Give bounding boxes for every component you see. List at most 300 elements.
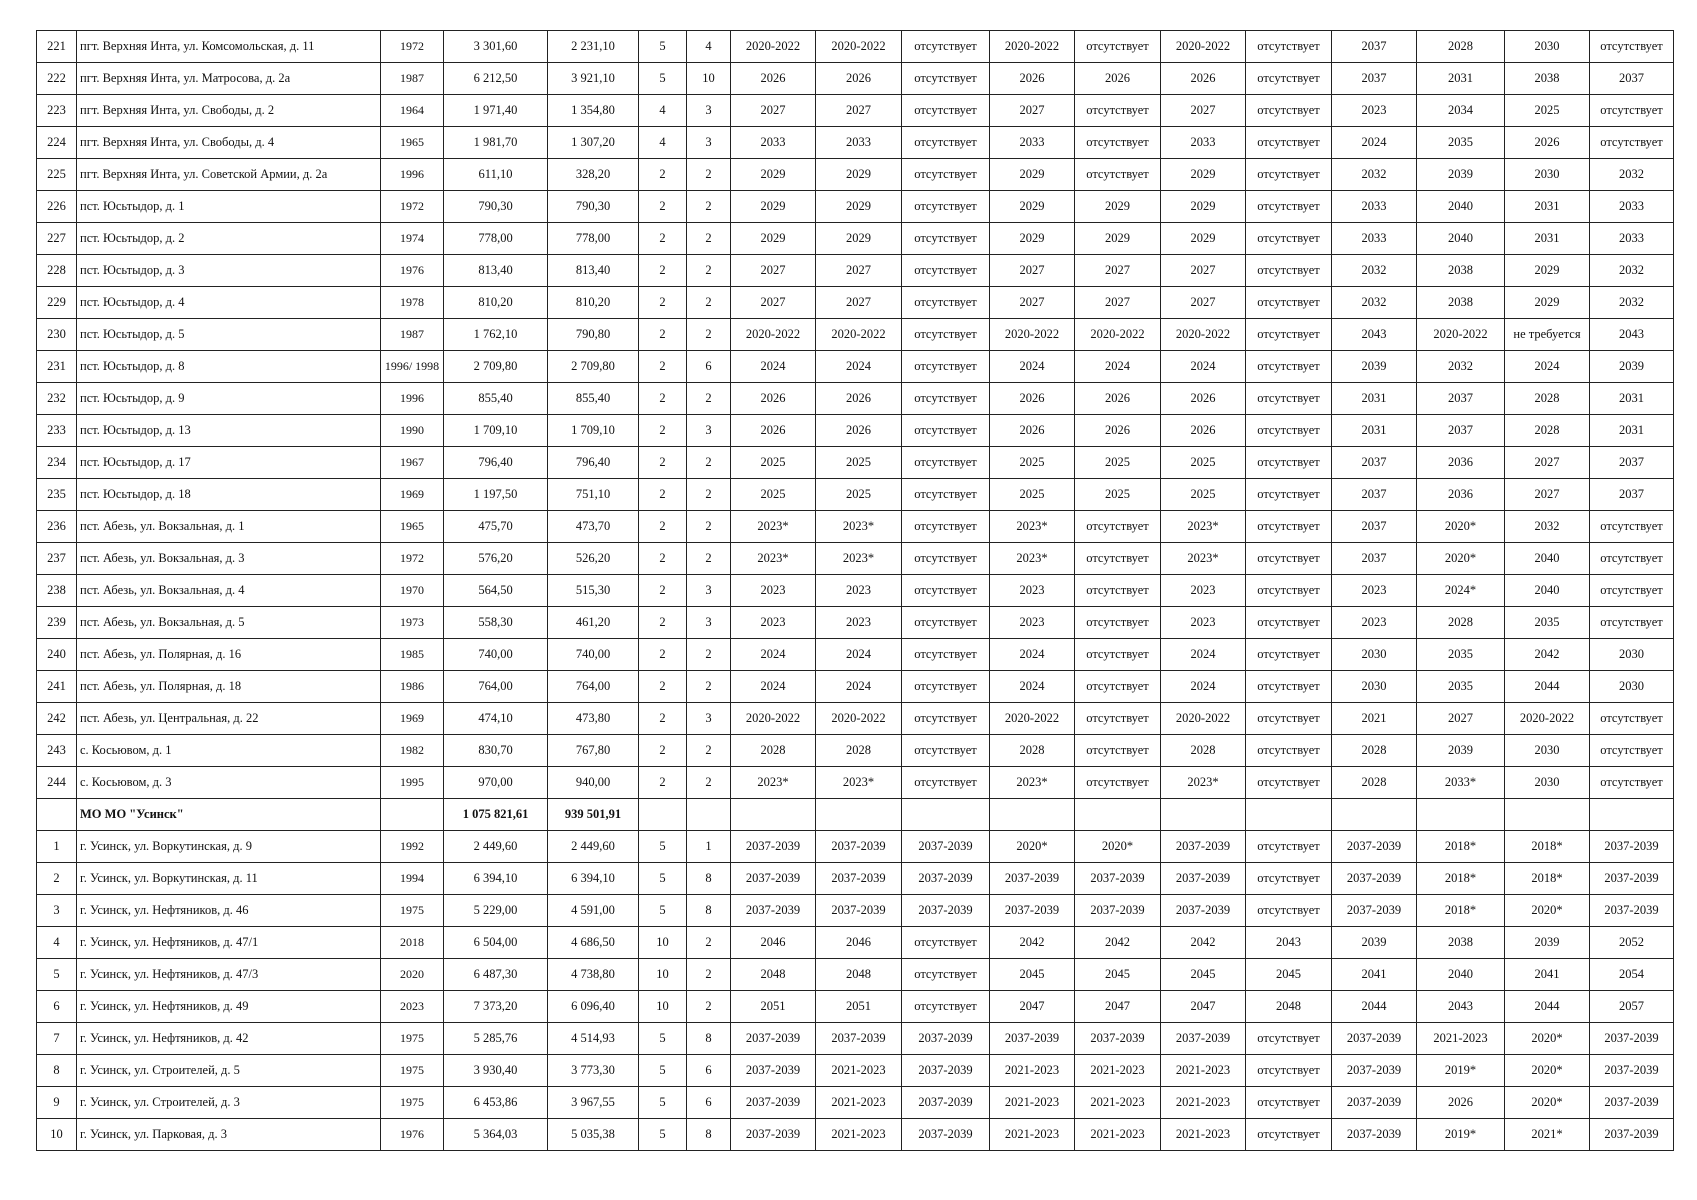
work-period-cell: отсутствует (1590, 95, 1674, 127)
entrances-cell (687, 799, 731, 831)
row-number: 4 (37, 927, 77, 959)
total-area-cell: 611,10 (444, 159, 548, 191)
row-number: 240 (37, 639, 77, 671)
work-period-cell: 2037-2039 (1590, 1087, 1674, 1119)
row-number: 222 (37, 63, 77, 95)
work-period-cell: 2051 (731, 991, 816, 1023)
total-area-cell: 6 487,30 (444, 959, 548, 991)
floors-cell: 2 (639, 383, 687, 415)
work-period-cell: 2040 (1417, 191, 1505, 223)
row-number: 2 (37, 863, 77, 895)
floors-cell: 5 (639, 1087, 687, 1119)
work-period-cell: 2020-2022 (1075, 319, 1161, 351)
living-area-cell: 4 738,80 (548, 959, 639, 991)
work-period-cell: 2037-2039 (1161, 895, 1246, 927)
work-period-cell: 2029 (816, 191, 902, 223)
total-area-cell: 1 709,10 (444, 415, 548, 447)
table-row (37, 831, 1674, 863)
work-period-cell: 2020* (1505, 895, 1590, 927)
work-period-cell: 2026 (731, 415, 816, 447)
work-period-cell: отсутствует (902, 671, 990, 703)
entrances-cell: 2 (687, 287, 731, 319)
work-period-cell: отсутствует (1246, 703, 1332, 735)
work-period-cell: 2024 (816, 351, 902, 383)
work-period-cell: 2020-2022 (816, 703, 902, 735)
year-built-cell: 2023 (381, 991, 444, 1023)
address-cell: пст. Юсьтыдор, д. 8 (77, 351, 381, 383)
row-number: 227 (37, 223, 77, 255)
address-cell: г. Усинск, ул. Нефтяников, д. 42 (77, 1023, 381, 1055)
year-built-cell: 1978 (381, 287, 444, 319)
work-period-cell: 2024 (731, 639, 816, 671)
entrances-cell: 8 (687, 863, 731, 895)
work-period-cell: 2040 (1505, 543, 1590, 575)
work-period-cell: 2051 (816, 991, 902, 1023)
work-period-cell: 2028 (990, 735, 1075, 767)
work-period-cell: 2037 (1417, 415, 1505, 447)
work-period-cell: 2027 (1075, 287, 1161, 319)
work-period-cell: 2027 (990, 255, 1075, 287)
work-period-cell: 2023 (1332, 95, 1417, 127)
work-period-cell: 2024 (1161, 671, 1246, 703)
total-area-cell: 7 373,20 (444, 991, 548, 1023)
floors-cell: 2 (639, 767, 687, 799)
work-period-cell: 2031 (1590, 415, 1674, 447)
work-period-cell: 2029 (1505, 287, 1590, 319)
table-row (37, 863, 1674, 895)
floors-cell (639, 799, 687, 831)
total-area-cell: 6 394,10 (444, 863, 548, 895)
living-area-cell: 3 921,10 (548, 63, 639, 95)
work-period-cell: 2037-2039 (816, 1023, 902, 1055)
year-built-cell: 1975 (381, 1023, 444, 1055)
floors-cell: 2 (639, 735, 687, 767)
work-period-cell: отсутствует (1075, 735, 1161, 767)
work-period-cell: 2025 (990, 479, 1075, 511)
row-number: 230 (37, 319, 77, 351)
work-period-cell: 2026 (990, 383, 1075, 415)
work-period-cell: 2028 (1505, 383, 1590, 415)
work-period-cell: 2037-2039 (816, 831, 902, 863)
floors-cell: 2 (639, 319, 687, 351)
work-period-cell: отсутствует (902, 543, 990, 575)
year-built-cell: 1996 (381, 383, 444, 415)
table-row (37, 1055, 1674, 1087)
table-row (37, 1119, 1674, 1151)
work-period-cell: отсутствует (1246, 63, 1332, 95)
entrances-cell: 2 (687, 959, 731, 991)
work-period-cell: отсутствует (902, 319, 990, 351)
work-period-cell: 2030 (1332, 639, 1417, 671)
work-period-cell: 2020-2022 (990, 31, 1075, 63)
work-period-cell: 2023* (816, 511, 902, 543)
work-period-cell: отсутствует (1246, 415, 1332, 447)
work-period-cell: 2037-2039 (731, 1055, 816, 1087)
row-number: 242 (37, 703, 77, 735)
address-cell: пст. Абезь, ул. Вокзальная, д. 1 (77, 511, 381, 543)
entrances-cell: 2 (687, 223, 731, 255)
living-area-cell: 4 591,00 (548, 895, 639, 927)
work-period-cell: 2026 (1505, 127, 1590, 159)
living-area-cell: 810,20 (548, 287, 639, 319)
work-period-cell: 2035 (1417, 127, 1505, 159)
living-area-cell: 796,40 (548, 447, 639, 479)
table-row (37, 63, 1674, 95)
address-cell: г. Усинск, ул. Строителей, д. 3 (77, 1087, 381, 1119)
total-area-cell: 558,30 (444, 607, 548, 639)
work-period-cell: 2048 (1246, 991, 1332, 1023)
work-period-cell: 2047 (1075, 991, 1161, 1023)
work-period-cell: 2020-2022 (816, 319, 902, 351)
entrances-cell: 2 (687, 639, 731, 671)
address-cell: пст. Абезь, ул. Полярная, д. 16 (77, 639, 381, 671)
work-period-cell: 2026 (1161, 63, 1246, 95)
work-period-cell: 2028 (1417, 607, 1505, 639)
year-built-cell: 1973 (381, 607, 444, 639)
work-period-cell: отсутствует (1590, 31, 1674, 63)
work-period-cell: 2044 (1332, 991, 1417, 1023)
work-period-cell: 2041 (1332, 959, 1417, 991)
table-row (37, 543, 1674, 575)
work-period-cell: 2023* (990, 543, 1075, 575)
work-period-cell: отсутствует (1246, 767, 1332, 799)
work-period-cell: 2033 (1332, 223, 1417, 255)
work-period-cell: 2023 (816, 607, 902, 639)
total-area-cell: 2 449,60 (444, 831, 548, 863)
work-period-cell: 2024 (1161, 351, 1246, 383)
living-area-cell: 328,20 (548, 159, 639, 191)
address-cell: пст. Юсьтыдор, д. 4 (77, 287, 381, 319)
work-period-cell: 2026 (1161, 383, 1246, 415)
year-built-cell: 2020 (381, 959, 444, 991)
work-period-cell: 2037 (1590, 63, 1674, 95)
total-area-cell: 2 709,80 (444, 351, 548, 383)
work-period-cell: 2046 (816, 927, 902, 959)
address-cell: пст. Абезь, ул. Полярная, д. 18 (77, 671, 381, 703)
work-period-cell: 2029 (1075, 191, 1161, 223)
work-period-cell: отсутствует (902, 223, 990, 255)
work-period-cell: 2027 (1161, 287, 1246, 319)
work-period-cell: 2040 (1417, 223, 1505, 255)
living-area-cell: 1 307,20 (548, 127, 639, 159)
entrances-cell: 2 (687, 479, 731, 511)
work-period-cell: 2028 (1505, 415, 1590, 447)
work-period-cell: 2038 (1505, 63, 1590, 95)
work-period-cell: 2037-2039 (1332, 895, 1417, 927)
entrances-cell: 3 (687, 95, 731, 127)
row-number: 238 (37, 575, 77, 607)
work-period-cell: 2037-2039 (1161, 831, 1246, 863)
work-period-cell: отсутствует (1246, 1023, 1332, 1055)
work-period-cell: 2048 (731, 959, 816, 991)
table-row (37, 191, 1674, 223)
address-cell: пгт. Верхняя Инта, ул. Матросова, д. 2а (77, 63, 381, 95)
total-area-cell: 474,10 (444, 703, 548, 735)
address-cell: пст. Юсьтыдор, д. 5 (77, 319, 381, 351)
work-period-cell: 2023 (990, 575, 1075, 607)
year-built-cell: 1986 (381, 671, 444, 703)
address-cell: пст. Абезь, ул. Вокзальная, д. 5 (77, 607, 381, 639)
work-period-cell: 2046 (731, 927, 816, 959)
entrances-cell: 8 (687, 1119, 731, 1151)
total-area-cell: 813,40 (444, 255, 548, 287)
year-built-cell: 1990 (381, 415, 444, 447)
entrances-cell: 2 (687, 255, 731, 287)
year-built-cell: 1972 (381, 191, 444, 223)
work-period-cell: 2037-2039 (731, 1119, 816, 1151)
work-period-cell: 2033* (1417, 767, 1505, 799)
work-period-cell: 2025 (816, 479, 902, 511)
work-period-cell: 2024 (990, 639, 1075, 671)
work-period-cell: 2027 (731, 255, 816, 287)
work-period-cell: 2037-2039 (731, 831, 816, 863)
work-period-cell: отсутствует (1075, 703, 1161, 735)
year-built-cell: 1976 (381, 255, 444, 287)
year-built-cell: 1975 (381, 1055, 444, 1087)
total-area-cell: 1 981,70 (444, 127, 548, 159)
work-period-cell: отсутствует (1246, 895, 1332, 927)
floors-cell: 5 (639, 831, 687, 863)
table-body (37, 31, 1674, 1151)
work-period-cell: 2028 (1161, 735, 1246, 767)
entrances-cell: 3 (687, 607, 731, 639)
row-number: 244 (37, 767, 77, 799)
floors-cell: 4 (639, 127, 687, 159)
table-row (37, 479, 1674, 511)
housing-table (36, 30, 1674, 1151)
year-built-cell: 1994 (381, 863, 444, 895)
work-period-cell: 2024 (816, 639, 902, 671)
work-period-cell: 2030 (1590, 639, 1674, 671)
entrances-cell: 4 (687, 31, 731, 63)
year-built-cell: 1969 (381, 703, 444, 735)
living-area-cell: 751,10 (548, 479, 639, 511)
year-built-cell: 1964 (381, 95, 444, 127)
row-number: 9 (37, 1087, 77, 1119)
work-period-cell: 2027 (816, 255, 902, 287)
floors-cell: 5 (639, 1055, 687, 1087)
row-number: 226 (37, 191, 77, 223)
work-period-cell: отсутствует (1246, 383, 1332, 415)
table-row (37, 607, 1674, 639)
work-period-cell: отсутствует (1246, 351, 1332, 383)
work-period-cell: 2020-2022 (990, 703, 1075, 735)
work-period-cell: 2037-2039 (990, 863, 1075, 895)
work-period-cell: 2028 (816, 735, 902, 767)
work-period-cell: 2029 (1505, 255, 1590, 287)
work-period-cell: 2037-2039 (902, 1087, 990, 1119)
work-period-cell: 2027 (1505, 479, 1590, 511)
work-period-cell: 2020* (1505, 1087, 1590, 1119)
work-period-cell: 2042 (1505, 639, 1590, 671)
table-row (37, 95, 1674, 127)
work-period-cell: 2024 (816, 671, 902, 703)
table-row (37, 991, 1674, 1023)
table-row (37, 639, 1674, 671)
floors-cell: 10 (639, 959, 687, 991)
year-built-cell: 1976 (381, 1119, 444, 1151)
living-area-cell: 5 035,38 (548, 1119, 639, 1151)
entrances-cell: 1 (687, 831, 731, 863)
living-area-cell: 1 709,10 (548, 415, 639, 447)
floors-cell: 5 (639, 1119, 687, 1151)
address-cell: пгт. Верхняя Инта, ул. Свободы, д. 4 (77, 127, 381, 159)
row-number: 243 (37, 735, 77, 767)
address-cell: г. Усинск, ул. Нефтяников, д. 49 (77, 991, 381, 1023)
work-period-cell: 2038 (1417, 287, 1505, 319)
table-row (37, 575, 1674, 607)
work-period-cell: 2037 (1332, 479, 1417, 511)
row-number: 223 (37, 95, 77, 127)
row-number: 236 (37, 511, 77, 543)
work-period-cell: 2045 (1161, 959, 1246, 991)
work-period-cell: 2029 (1075, 223, 1161, 255)
work-period-cell: 2023* (1161, 767, 1246, 799)
work-period-cell: 2033 (990, 127, 1075, 159)
total-area-cell: 3 930,40 (444, 1055, 548, 1087)
work-period-cell: 2045 (1246, 959, 1332, 991)
table-row (37, 287, 1674, 319)
work-period-cell: отсутствует (1246, 1087, 1332, 1119)
work-period-cell: 2025 (1075, 447, 1161, 479)
work-period-cell: 2024 (1075, 351, 1161, 383)
floors-cell: 2 (639, 575, 687, 607)
table-row (37, 447, 1674, 479)
work-period-cell: отсутствует (902, 287, 990, 319)
living-area-cell: 526,20 (548, 543, 639, 575)
work-period-cell: 2037-2039 (1332, 1119, 1417, 1151)
work-period-cell: 2020-2022 (1417, 319, 1505, 351)
work-period-cell: 2020-2022 (990, 319, 1075, 351)
table-row (37, 511, 1674, 543)
address-cell: пст. Юсьтыдор, д. 18 (77, 479, 381, 511)
year-built-cell: 1985 (381, 639, 444, 671)
work-period-cell (1417, 799, 1505, 831)
table-row (37, 255, 1674, 287)
work-period-cell: 2037-2039 (902, 1023, 990, 1055)
work-period-cell: отсутствует (1075, 575, 1161, 607)
work-period-cell: 2027 (731, 95, 816, 127)
work-period-cell: отсутствует (902, 447, 990, 479)
work-period-cell: 2040 (1505, 575, 1590, 607)
floors-cell: 2 (639, 287, 687, 319)
work-period-cell: 2027 (990, 287, 1075, 319)
living-area-cell: 2 709,80 (548, 351, 639, 383)
work-period-cell: 2027 (1417, 703, 1505, 735)
work-period-cell: 2041 (1505, 959, 1590, 991)
entrances-cell: 3 (687, 575, 731, 607)
total-area-cell: 778,00 (444, 223, 548, 255)
work-period-cell: отсутствует (902, 767, 990, 799)
work-period-cell: 2021* (1505, 1119, 1590, 1151)
entrances-cell: 6 (687, 351, 731, 383)
total-area-cell: 790,30 (444, 191, 548, 223)
year-built-cell: 1972 (381, 31, 444, 63)
year-built-cell: 1996/ 1998 (381, 351, 444, 383)
work-period-cell: отсутствует (1246, 639, 1332, 671)
living-area-cell: 4 686,50 (548, 927, 639, 959)
work-period-cell: 2027 (1161, 255, 1246, 287)
work-period-cell: 2037 (1417, 383, 1505, 415)
work-period-cell: отсутствует (902, 511, 990, 543)
work-period-cell: 2037-2039 (1161, 863, 1246, 895)
work-period-cell: 2047 (1161, 991, 1246, 1023)
work-period-cell: 2032 (1590, 287, 1674, 319)
work-period-cell: отсутствует (1590, 511, 1674, 543)
table-row (37, 383, 1674, 415)
floors-cell: 10 (639, 991, 687, 1023)
address-cell: пст. Абезь, ул. Центральная, д. 22 (77, 703, 381, 735)
work-period-cell: 2025 (990, 447, 1075, 479)
work-period-cell: 2028 (1417, 31, 1505, 63)
row-number: 224 (37, 127, 77, 159)
work-period-cell: отсутствует (1075, 671, 1161, 703)
work-period-cell: 2027 (816, 95, 902, 127)
work-period-cell: 2025 (731, 479, 816, 511)
work-period-cell: 2037-2039 (990, 895, 1075, 927)
work-period-cell: 2033 (1332, 191, 1417, 223)
living-area-cell: 1 354,80 (548, 95, 639, 127)
work-period-cell: 2030 (1505, 159, 1590, 191)
living-area-cell: 940,00 (548, 767, 639, 799)
work-period-cell: отсутствует (1590, 127, 1674, 159)
address-cell: пст. Юсьтыдор, д. 13 (77, 415, 381, 447)
work-period-cell: 2023 (816, 575, 902, 607)
work-period-cell: отсутствует (902, 63, 990, 95)
entrances-cell: 2 (687, 383, 731, 415)
floors-cell: 2 (639, 223, 687, 255)
floors-cell: 2 (639, 639, 687, 671)
work-period-cell: 2021-2023 (816, 1087, 902, 1119)
work-period-cell: отсутствует (902, 415, 990, 447)
work-period-cell: 2024 (1505, 351, 1590, 383)
work-period-cell: 2019* (1417, 1055, 1505, 1087)
year-built-cell: 1992 (381, 831, 444, 863)
year-built-cell: 1972 (381, 543, 444, 575)
year-built-cell: 1974 (381, 223, 444, 255)
work-period-cell: 2034 (1417, 95, 1505, 127)
work-period-cell: 2023* (731, 543, 816, 575)
table-row (37, 127, 1674, 159)
work-period-cell: 2037 (1332, 511, 1417, 543)
entrances-cell: 2 (687, 735, 731, 767)
work-period-cell: 2036 (1417, 447, 1505, 479)
row-number: 239 (37, 607, 77, 639)
work-period-cell: отсутствует (1075, 639, 1161, 671)
work-period-cell: 2033 (816, 127, 902, 159)
work-period-cell (902, 799, 990, 831)
year-built-cell: 1987 (381, 319, 444, 351)
work-period-cell: 2020* (1417, 511, 1505, 543)
work-period-cell: 2021-2023 (990, 1119, 1075, 1151)
work-period-cell: 2029 (1161, 159, 1246, 191)
year-built-cell: 2018 (381, 927, 444, 959)
total-area-cell: 3 301,60 (444, 31, 548, 63)
living-area-cell: 515,30 (548, 575, 639, 607)
work-period-cell: 2023 (1332, 575, 1417, 607)
work-period-cell: отсутствует (1246, 1055, 1332, 1087)
work-period-cell: отсутствует (1590, 607, 1674, 639)
work-period-cell: 2026 (1417, 1087, 1505, 1119)
work-period-cell: 2037-2039 (902, 863, 990, 895)
work-period-cell (990, 799, 1075, 831)
work-period-cell: отсутствует (1590, 703, 1674, 735)
living-area-cell: 778,00 (548, 223, 639, 255)
work-period-cell: 2023 (1332, 607, 1417, 639)
work-period-cell: отсутствует (1246, 447, 1332, 479)
living-area-cell: 2 231,10 (548, 31, 639, 63)
work-period-cell: отсутствует (1246, 831, 1332, 863)
